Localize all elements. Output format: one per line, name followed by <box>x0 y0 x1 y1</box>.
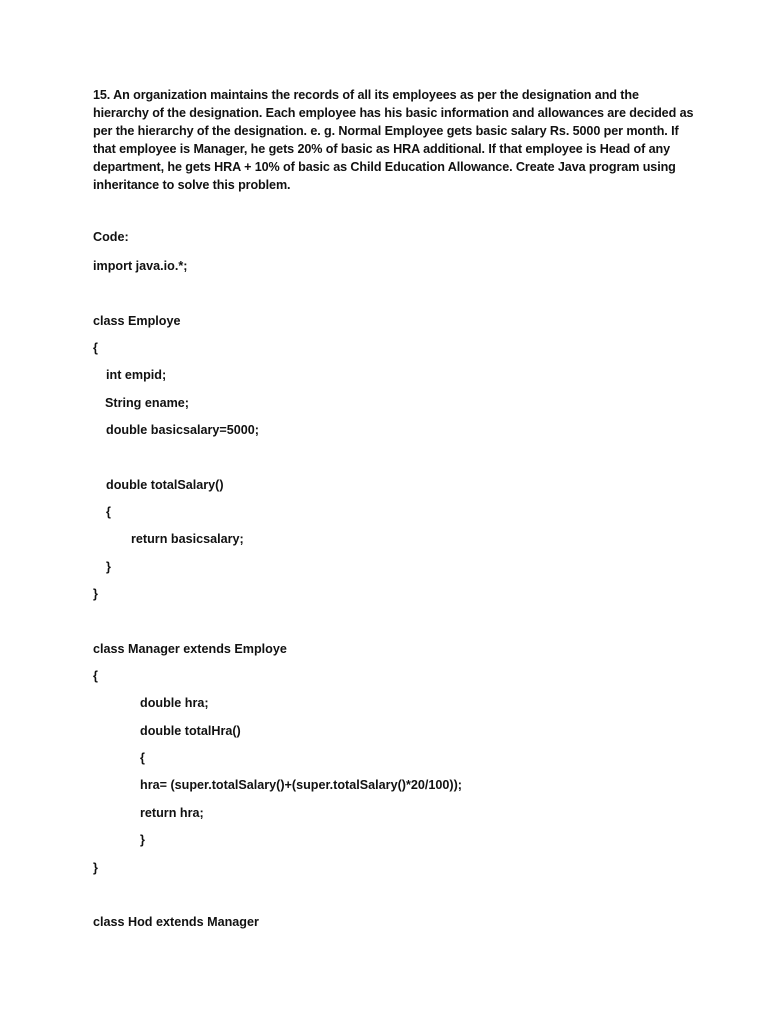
code-line: } <box>93 587 98 601</box>
code-line: int empid; <box>106 368 167 382</box>
question-line: 15. An organization maintains the records of all its employees as per the designation and the <box>93 88 639 102</box>
code-line: } <box>106 560 111 574</box>
code-line: { <box>106 505 111 519</box>
code-line: double totalSalary() <box>106 478 224 492</box>
code-line: double totalHra() <box>140 724 241 738</box>
question-line: that employee is Manager, he gets 20% of basic as HRA additional. If that employee is Head of any <box>93 142 671 156</box>
question-line: per the hierarchy of the designation. e. g. Normal Employee gets basic salary Rs. 5000 per month. If <box>93 124 679 138</box>
code-line: { <box>93 669 98 683</box>
code-line: String ename; <box>105 396 189 410</box>
code-line: import java.io.*; <box>93 259 188 273</box>
code-line: return basicsalary; <box>131 532 244 546</box>
code-line: { <box>140 751 145 765</box>
code-line: } <box>140 833 145 847</box>
code-heading: Code: <box>93 230 129 244</box>
code-line: double hra; <box>140 696 209 710</box>
question-line: inheritance to solve this problem. <box>93 178 291 192</box>
code-line: hra= (super.totalSalary()+(super.totalSalary()*20/100)); <box>140 778 462 792</box>
question-line: hierarchy of the designation. Each employee has his basic information and allowances are decided as <box>93 106 694 120</box>
code-line: } <box>93 861 98 875</box>
code-line: { <box>93 341 98 355</box>
code-line: return hra; <box>140 806 204 820</box>
question-line: department, he gets HRA + 10% of basic as Child Education Allowance. Create Java program using <box>93 160 676 174</box>
code-line: class Hod extends Manager <box>93 915 259 929</box>
code-line: class Manager extends Employe <box>93 642 287 656</box>
code-line: class Employe <box>93 314 181 328</box>
code-line: double basicsalary=5000; <box>106 423 259 437</box>
